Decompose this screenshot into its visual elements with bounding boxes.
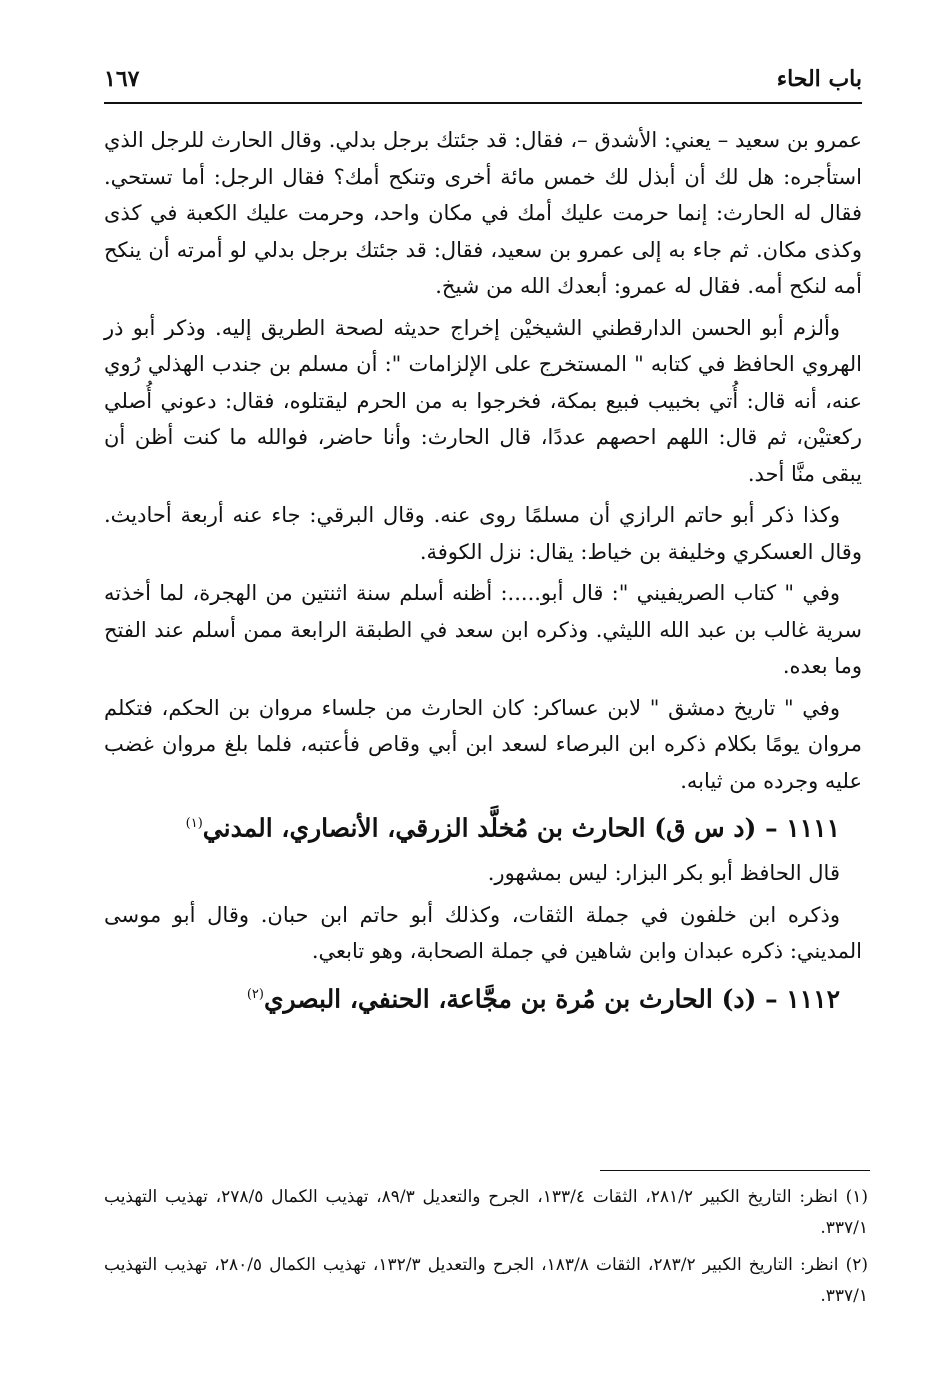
footnote: (٢) انظر: التاريخ الكبير ٢٨٣/٢، الثقات ١٨٣/٨، الجرح والتعديل ١٣٢/٣، تهذيب الكمال ٢٨٠/٥، تهذيب التهذيب ٣٣٧/١. [104, 1255, 868, 1306]
entry-heading-1112 [104, 976, 862, 1018]
footnote-divider [600, 1170, 870, 1171]
entry-heading-text: ١١١١ – (د س ق) الحارث بن مُخلَّد الزرقي، الأنصاري، المدني [202, 813, 840, 843]
footnote-ref: (١) [185, 816, 203, 831]
main-text [104, 122, 862, 1026]
chapter-title: باب الحاء [776, 66, 862, 92]
entry-heading-1111 [104, 805, 862, 847]
paragraph: عمرو بن سعيد – يعني: الأشدق –، فقال: قد جئتك برجل بدلي. وقال الحارث للرجل الذي استأجره: هل لك أن أبذل لك خمس مائة أخرى وتنكح أمك؟ فقال الرجل: أما تستحي. فقال له الحارث: إنما حرمت عليك أمك في مكان واحد، وحرمت عليك الكعبة في كذى وكذى مكان. ثم جاء به إلى عمرو بن سعيد، فقال: قد جئتك برجل بدلي لو أمرته أن ينكح أمه لنكح أمه. فقال له عمرو: أبعدك الله من شيخ. [104, 128, 862, 298]
page-number: ١٦٧ [104, 66, 140, 92]
footnotes [104, 1182, 868, 1318]
paragraph: وفي " تاريخ دمشق " لابن عساكر: كان الحارث من جلساء مروان بن الحكم، فتكلم مروان يومًا بكلام ذكره ابن البرصاء لسعد ابن أبي وقاص فأعتبه، فلما بلغ مروان غضب عليه وجرده من ثيابه. [104, 695, 862, 793]
entry-heading-text: ١١١٢ – (د) الحارث بن مُرة بن مجَّاعة، الحنفي، البصري [263, 984, 840, 1014]
running-header [104, 66, 862, 96]
footnote: (١) انظر: التاريخ الكبير ٢٨١/٢، الثقات ١٣٣/٤، الجرح والتعديل ٨٩/٣، تهذيب الكمال ٢٧٨/٥، تهذيب التهذيب ٣٣٧/١. [104, 1187, 868, 1238]
paragraph: قال الحافظ أبو بكر البزار: ليس بمشهور. [487, 861, 840, 886]
header-divider [104, 102, 862, 104]
paragraph: وفي " كتاب الصريفيني ": قال أبو.....: أظنه أسلم سنة اثنتين من الهجرة، لما أخذته سرية غالب بن عبد الله الليثي. وذكره ابن سعد في الطبقة الرابعة ممن أسلم عند الفتح وما بعده. [104, 581, 862, 678]
paragraph: وذكره ابن خلفون في جملة الثقات، وكذلك أبو حاتم ابن حبان. وقال أبو موسى المديني: ذكره عبدان وابن شاهين في جملة الصحابة، وهو تابعي. [104, 902, 862, 964]
paragraph: وألزم أبو الحسن الدارقطني الشيخيْن إخراج حديثه لصحة الطريق إليه. وذكر أبو ذر الهروي الحافظ في كتابه " المستخرج على الإلزامات ": أن مسلم بن جندب الهذلي رُوي عنه، أنه قال: أُتي بخبيب فبيع بمكة، فخرجوا به من الحرم ليقتلوه، فقال: دعوني أُصلي ركعتيْن، ثم قال: اللهم احصهم عددًا، قال الحارث: وأنا حاضر، فوالله ما كنت أظن أن يبقى منَّا أحد. [104, 315, 862, 486]
paragraph: وكذا ذكر أبو حاتم الرازي أن مسلمًا روى عنه. وقال البرقي: جاء عنه أربعة أحاديث. وقال العسكري وخليفة بن خياط: يقال: نزل الكوفة. [104, 503, 862, 564]
footnote-ref: (٢) [246, 986, 264, 1002]
